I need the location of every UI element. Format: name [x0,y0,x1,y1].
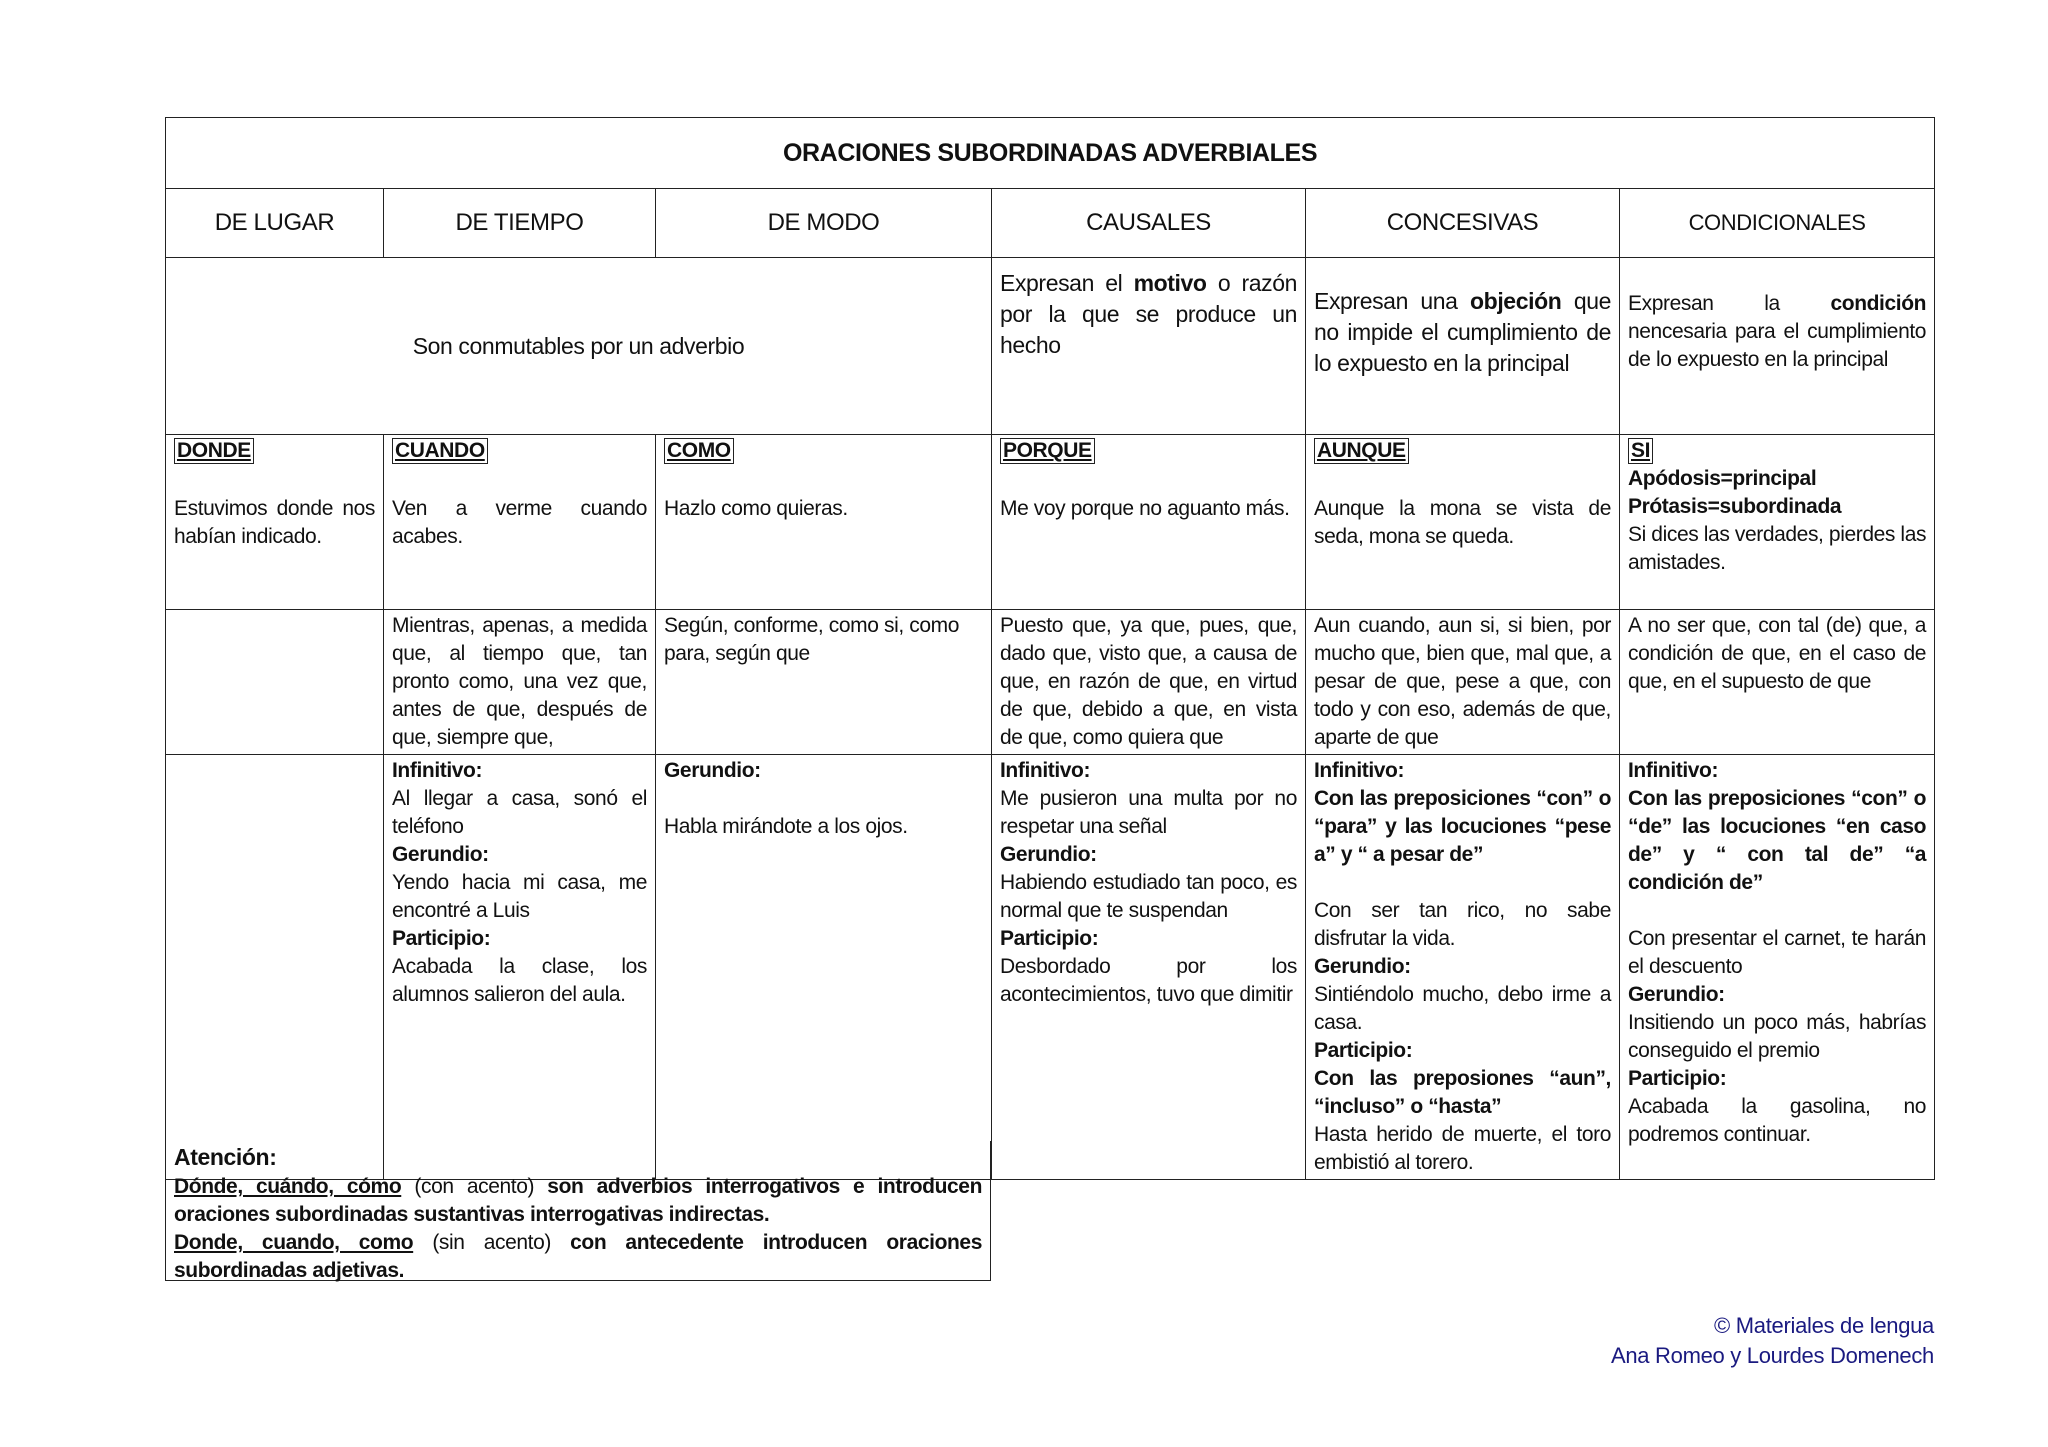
nexo-cell-modo [656,435,992,610]
header-de-modo: DE MODO [656,189,992,258]
otros-nexos-causales: Puesto que, ya que, pues, que, dado que, visto que, a causa de que, en razón de que, en virtud de que, debido a que, en vista de que, como quiera que [992,610,1306,755]
adverbial-clauses-table [165,117,1935,1180]
nexo-label: AUNQUE [1314,438,1409,464]
no-personales-concesivas: Infinitivo: Con las preposiciones “con” o “para” y las locuciones “pese a” y “ a pesar de” Con ser tan rico, no sabe disfrutar la vida. Gerundio: Sintiéndolo mucho, debo irme a casa. Participio: Con las preposiones “aun”, “incluso” o “hasta” Hasta herido de muerte, el toro embistió al torero. [1306,755,1620,1180]
no-personales-lugar [166,755,384,1180]
example-text: Ven a verme cuando acabes. [392,497,647,548]
atencion-line-1: Dónde, cuándo, cómo (con acento) son adverbios interrogativos e introducen oraciones subordinadas sustantivas interrogativas indirectas. [174,1175,982,1226]
header-concesivas: CONCESIVAS [1306,189,1620,258]
no-personales-modo: Gerundio: Habla mirándote a los ojos. [656,755,992,1180]
header-de-tiempo: DE TIEMPO [384,189,656,258]
nexos-row [166,435,1935,610]
nexo-cell-condicionales [1620,435,1935,610]
header-condicionales: CONDICIONALES [1620,189,1935,258]
credits-line-1: © Materiales de lengua [1714,1313,1934,1338]
no-personales-condicionales: Infinitivo: Con las preposiciones “con” o “de” las locuciones “en caso de” y “ con tal de” “a condición de” Con presentar el carnet, te harán el descuento Gerundio: Insitiendo un poco más, habrías conseguido el premio Participio: Acabada la gasolina, no podremos continuar. [1620,755,1935,1180]
definition-condicionales: Expresan la condición nencesaria para el cumplimiento de lo expuesto en la principal [1620,258,1935,435]
otros-nexos-lugar [166,610,384,755]
apodosis-label: Apódosis=principal [1628,467,1817,490]
header-causales: CAUSALES [992,189,1306,258]
header-de-lugar: DE LUGAR [166,189,384,258]
example-text: Estuvimos donde nos habían indicado. [174,497,375,548]
example-text: Si dices las verdades, pierdes las amistades. [1628,523,1927,574]
atencion-line-2: Donde, cuando, como (sin acento) con antecedente introducen oraciones subordinadas adjetivas. [174,1231,982,1282]
column-headers [166,189,1935,258]
protasis-label: Prótasis=subordinada [1628,495,1842,518]
atencion-note [165,1141,991,1281]
nexo-cell-lugar [166,435,384,610]
example-text: Me voy porque no aguanto más. [1000,497,1290,520]
nexo-cell-causales [992,435,1306,610]
otros-nexos-modo: Según, conforme, como si, como para, según que [656,610,992,755]
nexo-label: CUANDO [392,438,488,464]
definition-causales: Expresan el motivo o razón por la que se produce un hecho [992,258,1306,435]
table-title: ORACIONES SUBORDINADAS ADVERBIALES [166,118,1935,189]
nexo-label: COMO [664,438,734,464]
otros-nexos-condicionales: A no ser que, con tal (de) que, a condición de que, en el caso de que, en el supuesto de que [1620,610,1935,755]
nexo-label: SI [1628,438,1653,464]
otros-nexos-row [166,610,1935,755]
credits-line-2: Ana Romeo y Lourdes Domenech [1610,1343,1934,1368]
no-personales-tiempo: Infinitivo: Al llegar a casa, sonó el teléfono Gerundio: Yendo hacia mi casa, me encontré a Luis Participio: Acabada la clase, los alumnos salieron del aula. [384,755,656,1180]
example-text: Hazlo como quieras. [664,497,848,520]
nexo-cell-concesivas [1306,435,1620,610]
otros-nexos-tiempo: Mientras, apenas, a medida que, al tiempo que, tan pronto como, una vez que, antes de que, después de que, siempre que, [384,610,656,755]
definitions-row [166,258,1935,435]
nexo-label: DONDE [174,438,254,464]
example-text: Aunque la mona se vista de seda, mona se queda. [1314,497,1611,548]
definition-conmutables: Son conmutables por un adverbio [166,258,992,435]
atencion-heading: Atención: [174,1144,277,1170]
no-personales-causales: Infinitivo: Me pusieron una multa por no respetar una señal Gerundio: Habiendo estudiado tan poco, es normal que te suspendan Participio: Desbordado por los acontecimientos, tuvo que dimitir [992,755,1306,1180]
nexo-cell-tiempo [384,435,656,610]
formas-no-personales-row [166,755,1935,1180]
credits [1611,1311,1934,1371]
otros-nexos-concesivas: Aun cuando, aun si, si bien, por mucho que, bien que, mal que, a pesar de que, pese a que, con todo y con eso, además de que, aparte de que [1306,610,1620,755]
nexo-label: PORQUE [1000,438,1095,464]
definition-concesivas: Expresan una objeción que no impide el cumplimiento de lo expuesto en la principal [1306,258,1620,435]
